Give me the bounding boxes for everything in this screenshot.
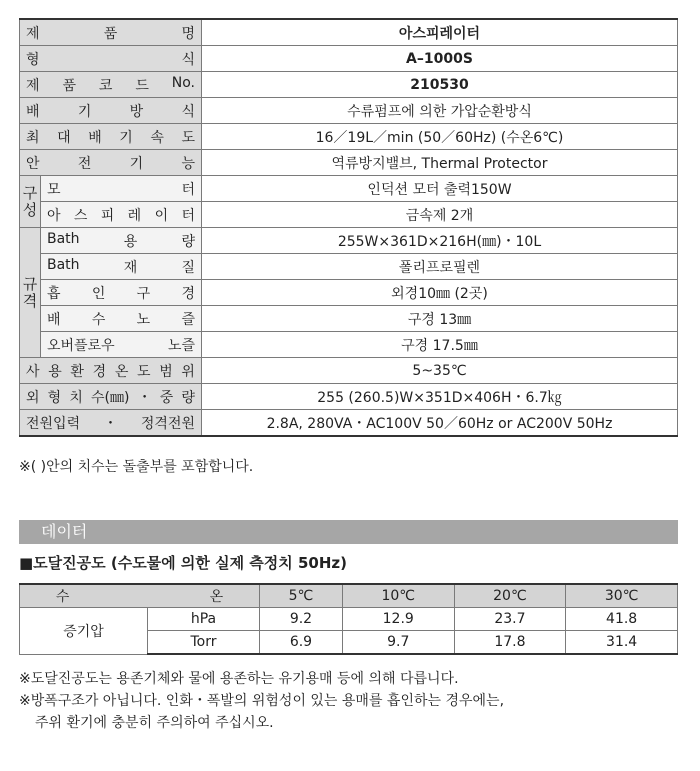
label-token: 능 [181, 155, 195, 172]
group-label-standard [20, 228, 41, 358]
label-token: 안 [26, 155, 40, 172]
dimension-note: ※( )안의 치수는 돌출부를 포함합니다. [19, 459, 254, 475]
label-token: 온 [114, 363, 129, 380]
label-token: 명 [181, 25, 195, 42]
unit-cell: Torr [148, 631, 260, 655]
spec-value: 외경10㎜ (2곳) [202, 280, 678, 306]
spec-label [41, 280, 202, 306]
label-token: 기 [119, 129, 133, 146]
spec-label [41, 176, 202, 202]
spec-value: 아스피레이터 [202, 19, 678, 46]
spec-row-exhaust [20, 98, 678, 124]
spec-row-env-temp [20, 358, 678, 384]
label-token: 치 [69, 389, 83, 406]
label-token: 드 [135, 77, 149, 94]
spec-label [41, 332, 202, 358]
spec-value: A–1000S [202, 46, 678, 72]
label-token: 용 [48, 363, 62, 380]
label-token: Bath [47, 230, 80, 247]
label-token: 식 [181, 103, 195, 120]
spec-row-bath-capacity [20, 228, 678, 254]
spec-row-max-speed [20, 124, 678, 150]
spec-label [20, 19, 202, 46]
header-temp: 10℃ [342, 584, 454, 608]
header-temp: 20℃ [454, 584, 566, 608]
spec-row-suction [20, 280, 678, 306]
section-title: 데이터 [41, 522, 88, 541]
spec-label [41, 254, 202, 280]
label-token: 노즐 [167, 337, 195, 354]
unit-cell: hPa [148, 608, 260, 631]
spec-label [41, 306, 202, 332]
label-token: 수(㎜) [91, 389, 130, 406]
group-label-composition [20, 176, 41, 228]
label-token: No. [171, 74, 195, 91]
spec-row-dimensions [20, 384, 678, 410]
label-token: 방 [129, 103, 144, 120]
label-token: Bath [47, 256, 80, 273]
spec-value: 금속제 2개 [202, 202, 678, 228]
spec-label [41, 202, 202, 228]
spec-row-overflow [20, 332, 678, 358]
row-group-label: 증기압 [20, 608, 148, 655]
label-token: 중 [159, 389, 174, 406]
spec-label [20, 410, 202, 437]
header-water-temp [20, 584, 260, 608]
spec-label [20, 72, 202, 98]
value-cell: 31.4 [566, 631, 678, 655]
label-token: 이 [154, 207, 169, 224]
spec-label [20, 384, 202, 410]
spec-value: 255 (260.5)W×351D×406H・6.7㎏ [202, 384, 678, 410]
label-token: 터 [181, 207, 195, 224]
label-token: ・ [103, 415, 118, 432]
spec-value: 구경 13㎜ [202, 306, 678, 332]
table-row [20, 608, 678, 631]
value-cell: 9.2 [260, 608, 343, 631]
label-token: 품 [103, 25, 118, 42]
label-token: 모 [47, 181, 61, 198]
spec-row-safety [20, 150, 678, 176]
label-token: 도 [181, 129, 195, 146]
label-token: 기 [77, 103, 92, 120]
label-token: 온 [209, 589, 224, 605]
label-token: 제 [26, 77, 40, 94]
label-token: 스 [73, 207, 88, 224]
label-token: 구 [136, 285, 151, 302]
label-token: 피 [100, 207, 115, 224]
label-token: 배 [47, 311, 61, 328]
label-token: 범 [159, 363, 173, 380]
section-subtitle: ■도달진공도 (수도물에 의한 실제 측정치 50Hz) [19, 554, 347, 572]
value-cell: 9.7 [342, 631, 454, 655]
section-header-bar [19, 520, 678, 544]
spec-row-product-code [20, 72, 678, 98]
label-token: 배 [88, 129, 102, 146]
spec-value: 2.8A, 280VA・AC100V 50／60Hz or AC200V 50Hz [202, 410, 678, 437]
label-token: 배 [26, 103, 40, 120]
label-token: 흡 [47, 285, 61, 302]
label-token: 용 [123, 233, 138, 250]
label-token: 전원입력 [26, 415, 81, 432]
spec-row-model [20, 46, 678, 72]
notes [19, 668, 504, 734]
label-token: 위 [181, 363, 195, 380]
value-cell: 17.8 [454, 631, 566, 655]
label-token: 인 [91, 285, 106, 302]
label-token: 정격전원 [140, 415, 195, 432]
spec-label [20, 124, 202, 150]
stacked-label: 구성 [22, 183, 38, 219]
label-token: 경 [181, 285, 195, 302]
spec-value: 210530 [202, 72, 678, 98]
spec-row-aspirator [20, 202, 678, 228]
label-token: 질 [181, 259, 195, 276]
label-token: 외 [26, 389, 40, 406]
label-token: 코 [98, 77, 113, 94]
label-token: ・ [137, 389, 152, 406]
label-token: 오버플로우 [47, 337, 115, 354]
label-token: 수 [55, 589, 70, 605]
spec-value: 16／19L／min (50／60Hz) (수온6℃) [202, 124, 678, 150]
label-token: 형 [47, 389, 62, 406]
value-cell: 6.9 [260, 631, 343, 655]
vacuum-table [19, 583, 678, 655]
note-line: 주위 환기에 충분히 주의하여 주십시오. [35, 715, 274, 731]
label-token: 기 [129, 155, 144, 172]
spec-value: 역류방지밸브, Thermal Protector [202, 150, 678, 176]
spec-value: 구경 17.5㎜ [202, 332, 678, 358]
spec-row-bath-material [20, 254, 678, 280]
label-token: 최 [26, 129, 40, 146]
label-token: 레 [127, 207, 142, 224]
label-token: 제 [26, 25, 40, 42]
label-token: 량 [181, 389, 195, 406]
note-line: ※방폭구조가 아닙니다. 인화・폭발의 위험성이 있는 용매를 흡인하는 경우에는, [19, 693, 505, 709]
header-temp: 5℃ [260, 584, 343, 608]
note-line: ※도달진공도는 용존기체와 물에 용존하는 유기용매 등에 의해 다릅니다. [19, 671, 459, 687]
label-token: 식 [181, 51, 195, 68]
spec-label [20, 358, 202, 384]
label-token: 즐 [181, 311, 195, 328]
spec-label [20, 150, 202, 176]
spec-row-drain [20, 306, 678, 332]
spec-row-power [20, 410, 678, 437]
label-token: 아 [47, 207, 61, 224]
spec-label [20, 46, 202, 72]
value-cell: 41.8 [566, 608, 678, 631]
value-cell: 23.7 [454, 608, 566, 631]
value-cell: 12.9 [342, 608, 454, 631]
spec-table [19, 18, 678, 437]
label-token: 도 [137, 363, 151, 380]
label-token: 량 [181, 233, 195, 250]
label-token: 전 [77, 155, 92, 172]
stacked-label: 규격 [22, 274, 38, 310]
label-token: 수 [91, 311, 106, 328]
spec-value: 255W×361D×216H(㎜)・10L [202, 228, 678, 254]
spec-value: 수류펌프에 의한 가압순환방식 [202, 98, 678, 124]
label-token: 터 [181, 181, 195, 198]
label-token: 환 [70, 363, 84, 380]
label-token: 사 [26, 363, 40, 380]
label-token: 노 [136, 311, 151, 328]
spec-value: 5~35℃ [202, 358, 678, 384]
spec-label [41, 228, 202, 254]
label-token: 대 [57, 129, 71, 146]
spec-value: 인덕션 모터 출력150W [202, 176, 678, 202]
spec-row-motor [20, 176, 678, 202]
spec-label [20, 98, 202, 124]
spec-row-product-name [20, 19, 678, 46]
label-token: 형 [26, 51, 40, 68]
vacuum-table-header [20, 584, 678, 608]
spec-value: 폴리프로필렌 [202, 254, 678, 280]
label-token: 경 [92, 363, 107, 380]
label-token: 품 [62, 77, 76, 94]
label-token: 재 [123, 259, 138, 276]
header-temp: 30℃ [566, 584, 678, 608]
label-token: 속 [150, 129, 164, 146]
